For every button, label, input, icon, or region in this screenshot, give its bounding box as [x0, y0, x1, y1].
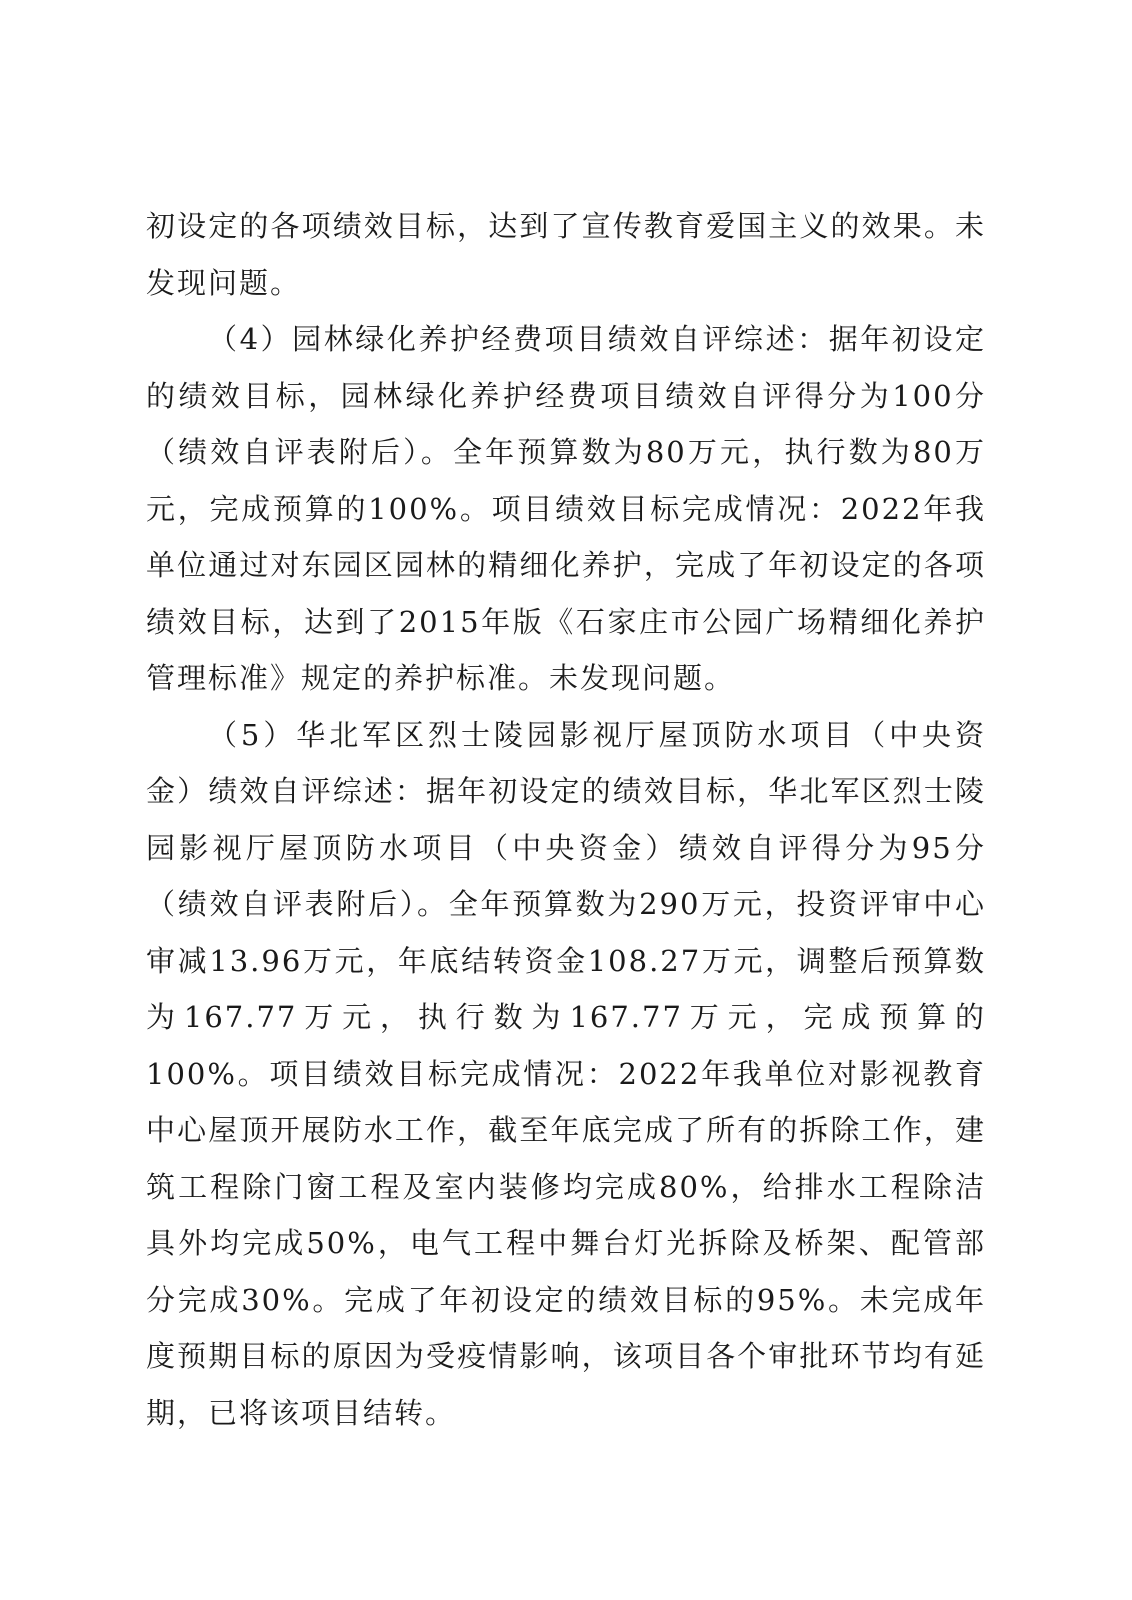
document-body [146, 198, 986, 1441]
paragraph-continuation: 初设定的各项绩效目标，达到了宣传教育爱国主义的效果。未发现问题。 [146, 209, 986, 300]
paragraph-item-4: （4）园林绿化养护经费项目绩效自评综述：据年初设定的绩效目标，园林绿化养护经费项目绩效自评得分为100分（绩效自评表附后）。全年预算数为80万元，执行数为80万元，完成预算的100%。项目绩效目标完成情况：2022年我单位通过对东园区园林的精细化养护，完成了年初设定的各项绩效目标，达到了2015年版《石家庄市公园广场精细化养护管理标准》规定的养护标准。未发现问题。 [146, 322, 986, 695]
paragraph-item-5: （5）华北军区烈士陵园影视厅屋顶防水项目（中央资金）绩效自评综述：据年初设定的绩效目标，华北军区烈士陵园影视厅屋顶防水项目（中央资金）绩效自评得分为95分（绩效自评表附后）。全年预算数为290万元，投资评审中心审减13.96万元，年底结转资金108.27万元，调整后预算数为167.77万元，执行数为167.77万元，完成预算的100%。项目绩效目标完成情况：2022年我单位对影视教育中心屋顶开展防水工作，截至年底完成了所有的拆除工作，建筑工程除门窗工程及室内装修均完成80%，给排水工程除洁具外均完成50%，电气工程中舞台灯光拆除及桥架、配管部分完成30%。完成了年初设定的绩效目标的95%。未完成年度预期目标的原因为受疫情影响，该项目各个审批环节均有延期，已将该项目结转。 [146, 717, 986, 1430]
